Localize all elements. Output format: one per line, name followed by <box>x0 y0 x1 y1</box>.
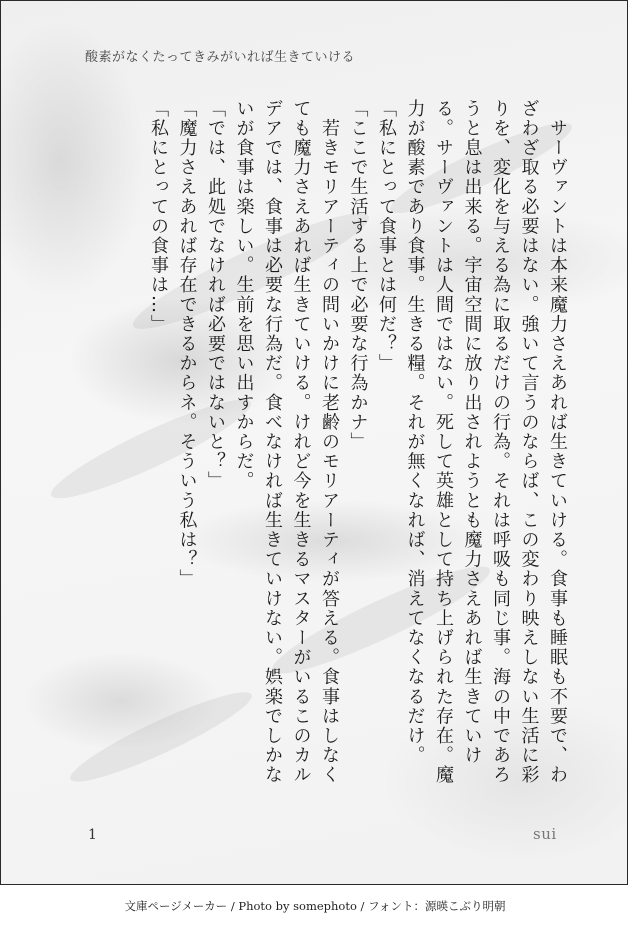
author-name: sui <box>533 825 557 843</box>
paragraph: 「私にとっての食事は…」 <box>148 99 169 335</box>
paragraph: 「では、此処でなければ必要ではないと？」 <box>205 99 226 491</box>
paragraph: 「魔力さえあれば存在できるからネ。そういう私は？」 <box>176 99 198 589</box>
paragraph: 若きモリアーティの問いかけに老齢のモリアーティが答える。食事はしなくても魔力さえあれば生きていける。けれど今を生きるマスターがいるこのカルデアでは、食事は必要な行為だ。食べなければ生きていけない。娯楽でしかないが食事は楽しい。生前を思い出すからだ。 <box>233 99 340 785</box>
page-header: 酸素がなくたってきみがいれば生きていける <box>85 50 356 65</box>
paragraph: 「私にとって食事とは何だ？」 <box>376 99 397 374</box>
paragraph: 「ここで生活する上で必要な行為かナ」 <box>347 99 369 452</box>
page-number: 1 <box>88 827 97 843</box>
body-text <box>144 99 572 789</box>
credits-footer: 文庫ページメーカー / Photo by somephoto / フォント：源暎こぶり明朝 <box>124 899 506 913</box>
paragraph: サーヴァントは本来魔力さえあれば生きていける。食事も睡眠も不要で、わざわざ取る必要はない。強いて言うのならば、この変わり映えしない生活に彩りを、変化を与える為に取るだけの行為。それは呼吸も同じ事。海の中であろうと息は出来る。宇宙空間に放り出されようとも魔力さえあれば生きていける。サーヴァントは人間ではない。死して英雄として持ち上げられた存在。魔力が酸素であり食事。生きる糧。それが無くなれば、消えてなくなるだけ。 <box>404 99 568 785</box>
